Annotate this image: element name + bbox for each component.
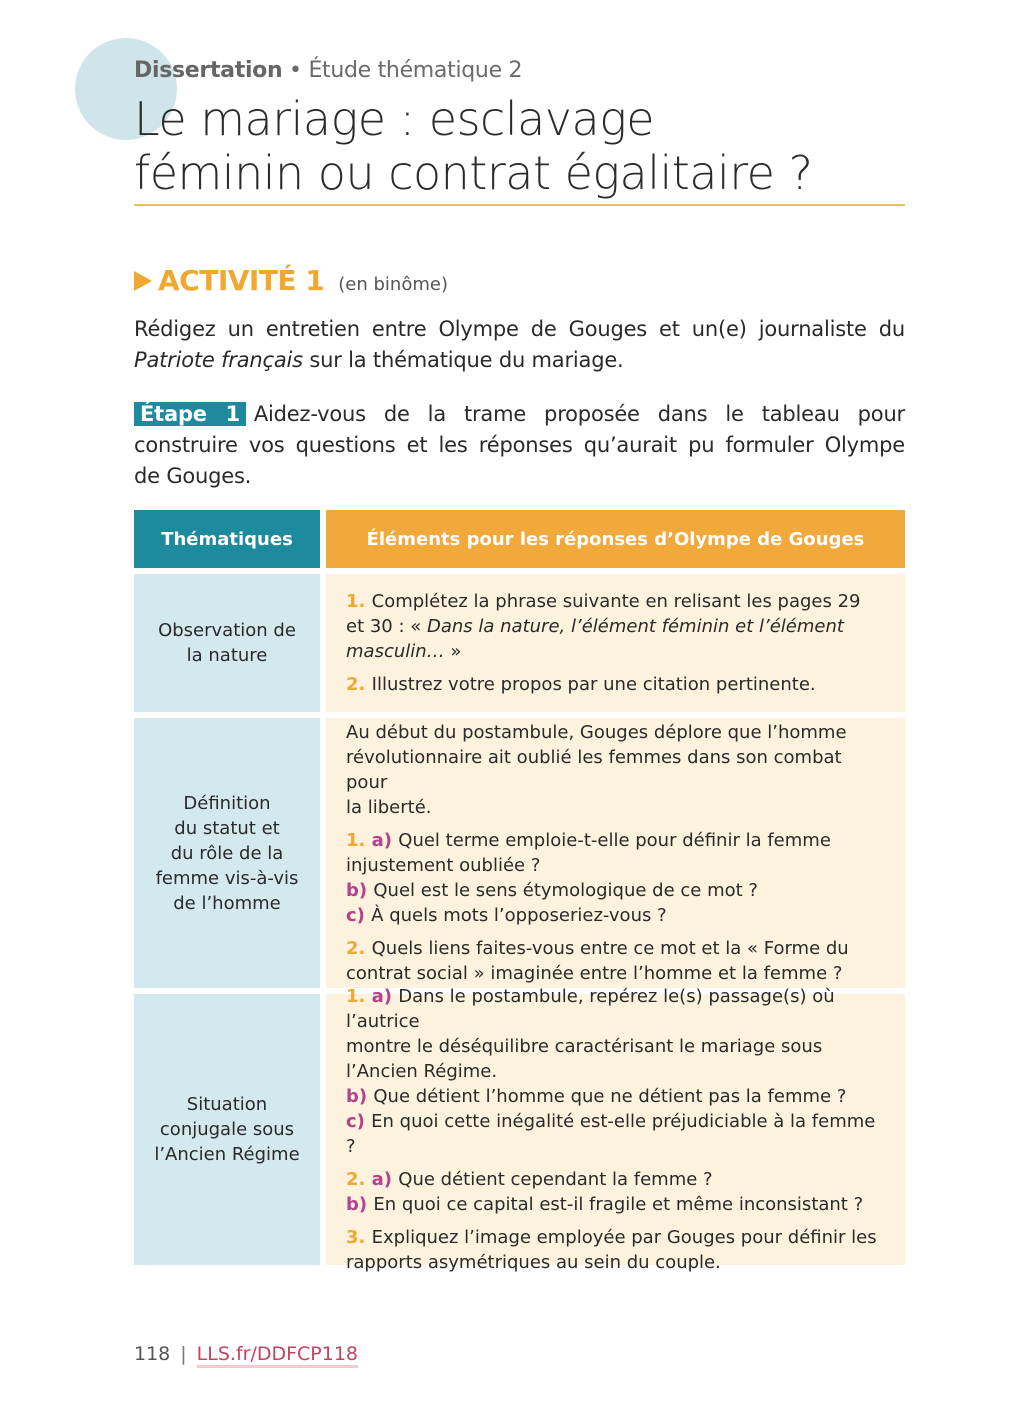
question-number: 2. (346, 674, 372, 695)
text-segment: En quoi cette inégalité est-elle préjudiciable à la femme ? (346, 1111, 876, 1157)
activity-note: (en binôme) (338, 274, 448, 295)
page-title (134, 92, 813, 200)
theme-label (156, 791, 299, 916)
theme-label (158, 618, 296, 668)
text-line (346, 984, 885, 1034)
section-kicker (134, 58, 522, 83)
text-line: de Gouges. (134, 464, 252, 488)
text-segment: Dans la nature, l’élément féminin et l’élément (427, 616, 844, 637)
text-segment: révolutionnaire ait oublié les femmes dans son combat pour (346, 747, 842, 793)
kicker-separator: • (282, 58, 309, 83)
text-line (346, 672, 885, 697)
question-letter: a) (371, 986, 399, 1007)
elements-cell (326, 986, 905, 1273)
text-line (346, 903, 885, 928)
text-segment: masculin… (346, 641, 445, 662)
theme-line: Observation de (158, 620, 296, 641)
text-segment: Dans le postambule, repérez le(s) passage(s) où l’autrice (346, 986, 835, 1032)
theme-line: du statut et (174, 817, 280, 839)
text-line (346, 1059, 885, 1084)
text-line (346, 614, 885, 639)
text-line: construire vos questions et les réponses qu’aurait pu formuler Olympe (134, 433, 905, 457)
elements-cell (326, 574, 905, 712)
question-paragraph (346, 589, 885, 664)
newspaper-title: Patriote français (134, 348, 303, 372)
question-paragraph (346, 984, 885, 1159)
text-segment: À quels mots l’opposeriez-vous ? (371, 905, 667, 926)
question-number: 3. (346, 1227, 372, 1248)
title-line: Le mariage : esclavage (134, 92, 655, 146)
table-header-row (134, 510, 905, 568)
table-row (134, 986, 905, 1273)
question-number: 1. (346, 986, 372, 1007)
text-segment: Que détient l’homme que ne détient pas la femme ? (373, 1086, 847, 1107)
text-line (346, 936, 885, 961)
page-number: 118 (134, 1343, 171, 1365)
text-segment: sur la thématique du mariage. (302, 348, 624, 372)
text-line: Rédigez un entretien entre Olympe de Gouges et un(e) journaliste du (134, 317, 905, 341)
text-line (346, 828, 885, 853)
table-body (134, 574, 905, 1273)
theme-label (154, 1092, 299, 1167)
question-paragraph (346, 828, 885, 928)
theme-cell (134, 994, 320, 1265)
question-number: 1. (346, 830, 372, 851)
text-line (346, 589, 885, 614)
theme-line: Situation (186, 1094, 268, 1115)
text-segment: rapports asymétriques au sein du couple. (346, 1252, 721, 1273)
table-row (134, 574, 905, 712)
text-segment: Aidez-vous de la trame proposée dans le tableau pour (253, 402, 905, 426)
text-line (346, 1109, 885, 1159)
question-letter: c) (346, 1111, 372, 1132)
text-line (346, 1034, 885, 1059)
text-line (346, 795, 885, 820)
kicker-category: Dissertation (134, 58, 283, 83)
elements-cell (326, 718, 905, 988)
question-letter: c) (346, 905, 372, 926)
theme-line: de l’homme (173, 892, 281, 914)
text-segment: Au début du postambule, Gouges déplore que l’homme (346, 722, 847, 743)
text-line (346, 1084, 885, 1109)
text-segment: Quels liens faites-vous entre ce mot et la « Forme du (371, 938, 849, 959)
text-line (346, 720, 885, 745)
text-segment: et 30 : « (346, 616, 427, 637)
kicker-subtitle: Étude thématique 2 (308, 58, 523, 83)
text-segment: contrat social » imaginée entre l’homme et la femme ? (346, 963, 843, 984)
text-segment: la liberté. (346, 797, 432, 818)
question-letter: b) (346, 1086, 374, 1107)
question-letter: a) (371, 830, 399, 851)
text-line (346, 853, 885, 878)
activity-table (134, 510, 905, 1271)
theme-line: femme vis-à-vis (155, 867, 299, 889)
text-segment: Complétez la phrase suivante en relisant les pages 29 (371, 591, 861, 612)
step-instructions (134, 399, 905, 492)
text-segment: l’Ancien Régime. (346, 1061, 498, 1082)
header-themes: Thématiques (134, 510, 320, 568)
resource-link[interactable]: LLS.fr/DDFCP118 (197, 1343, 358, 1368)
footer-separator: | (180, 1343, 187, 1365)
text-segment: Quel est le sens étymologique de ce mot ? (373, 880, 758, 901)
question-paragraph (346, 1225, 885, 1275)
theme-line: l’Ancien Régime (154, 1144, 300, 1165)
question-number: 1. (346, 591, 372, 612)
question-letter: b) (346, 880, 374, 901)
text-line (346, 1167, 885, 1192)
question-number: 2. (346, 1169, 372, 1190)
header-elements: Éléments pour les réponses d’Olympe de Gouges (326, 510, 905, 568)
question-number: 2. (346, 938, 372, 959)
theme-line: du rôle de la (170, 842, 284, 864)
text-line (134, 345, 905, 376)
text-line (134, 399, 905, 430)
text-segment: » (444, 641, 462, 662)
text-segment: montre le déséquilibre caractérisant le mariage sous (346, 1036, 823, 1057)
text-segment: Expliquez l’image employée par Gouges pour définir les (371, 1227, 877, 1248)
theme-line: Définition (183, 792, 271, 814)
question-letter: a) (371, 1169, 399, 1190)
question-paragraph (346, 936, 885, 986)
text-line (346, 1192, 885, 1217)
text-line (346, 745, 885, 795)
question-paragraph (346, 720, 885, 820)
text-line (346, 878, 885, 903)
theme-cell (134, 718, 320, 988)
text-line (346, 961, 885, 986)
text-segment: injustement oubliée ? (346, 855, 541, 876)
question-letter: b) (346, 1194, 374, 1215)
theme-cell (134, 574, 320, 712)
text-line (346, 639, 885, 664)
text-segment: En quoi ce capital est-il fragile et même inconsistant ? (373, 1194, 864, 1215)
triangle-right-icon (134, 271, 152, 291)
title-line: féminin ou contrat égalitaire ? (134, 146, 813, 200)
table-row (134, 718, 905, 988)
page-footer (134, 1343, 358, 1365)
text-line (346, 1250, 885, 1275)
activity-heading (134, 264, 448, 297)
theme-line: conjugale sous (159, 1119, 295, 1140)
theme-line: la nature (186, 645, 268, 666)
text-segment: Quel terme emploie-t-elle pour définir la femme (398, 830, 831, 851)
question-paragraph (346, 672, 885, 697)
text-line (346, 1225, 885, 1250)
activity-instructions (134, 314, 905, 376)
question-paragraph (346, 1167, 885, 1217)
text-segment: Que détient cependant la femme ? (398, 1169, 713, 1190)
text-segment: Illustrez votre propos par une citation pertinente. (371, 674, 816, 695)
activity-label: ACTIVITÉ 1 (158, 264, 325, 297)
step-badge: Étape 1 (134, 402, 246, 426)
title-divider (134, 204, 905, 206)
